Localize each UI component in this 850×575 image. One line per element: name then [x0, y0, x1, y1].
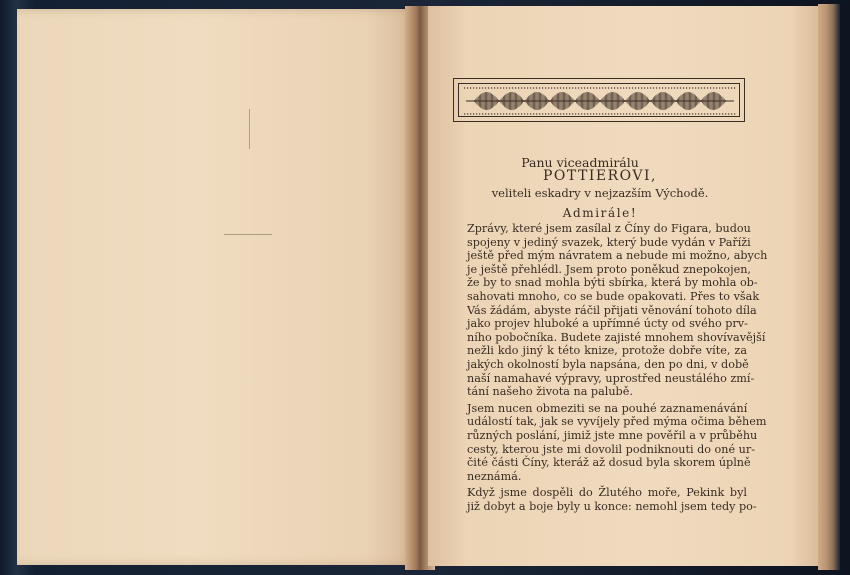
- headpiece-dot: [656, 87, 657, 88]
- headpiece-dot: [716, 87, 717, 88]
- headpiece-dot: [524, 87, 525, 88]
- headpiece-dot: [521, 87, 522, 88]
- text-line: tání našeho života na palubě.: [467, 385, 633, 399]
- headpiece-dot: [677, 87, 678, 88]
- headpiece-dot: [677, 113, 678, 114]
- headpiece-dot: [497, 87, 498, 88]
- headpiece-dot: [647, 87, 648, 88]
- headpiece-dot: [656, 113, 657, 114]
- headpiece-dot: [509, 113, 510, 114]
- headpiece-dot: [701, 87, 702, 88]
- paper-mark: [224, 234, 272, 235]
- text-line: ještě před mým návratem a nebude mi možno, abych: [467, 249, 768, 263]
- text-line: sahovati mnoho, co se bude opakovati. Přes to však: [467, 289, 760, 303]
- headpiece-dot: [599, 113, 600, 114]
- headpiece-dot: [485, 87, 486, 88]
- headpiece-dot: [734, 113, 735, 114]
- text-line: Zprávy, které jsem zasílal z Číny do Figara, budou: [467, 222, 751, 235]
- text-line: čité části Číny, kteráž až dosud byla skorem úplně: [467, 456, 751, 470]
- headpiece-dot: [572, 87, 573, 88]
- headpiece-dot: [491, 113, 492, 114]
- text-line: že by to snad mohla býti sbírka, která by mohla ob-: [467, 276, 758, 290]
- headpiece-dot: [728, 113, 729, 114]
- headpiece-dot: [482, 87, 483, 88]
- headpiece-dot: [587, 87, 588, 88]
- headpiece-dot: [584, 113, 585, 114]
- headpiece-dot: [620, 113, 621, 114]
- headpiece-dot: [635, 113, 636, 114]
- headpiece-dot: [641, 113, 642, 114]
- headpiece-dot: [518, 87, 519, 88]
- headpiece-dot: [554, 113, 555, 114]
- headpiece-dot: [638, 113, 639, 114]
- headpiece-dot: [644, 113, 645, 114]
- headpiece-dot: [476, 87, 477, 88]
- headpiece-dot: [659, 113, 660, 114]
- headpiece-dot: [542, 113, 543, 114]
- headpiece-dot: [593, 113, 594, 114]
- headpiece-dot: [569, 113, 570, 114]
- headpiece-dot: [728, 87, 729, 88]
- headpiece-dot: [494, 113, 495, 114]
- headpiece-dot: [731, 87, 732, 88]
- headpiece-dot: [605, 87, 606, 88]
- headpiece-dot: [464, 113, 465, 114]
- headpiece-dot: [611, 113, 612, 114]
- headpiece-dot: [512, 113, 513, 114]
- headpiece-dot: [665, 87, 666, 88]
- headpiece-dot: [629, 113, 630, 114]
- headpiece-dot: [710, 87, 711, 88]
- headpiece-dot: [662, 113, 663, 114]
- headpiece-dot: [650, 113, 651, 114]
- headpiece-dot: [581, 87, 582, 88]
- headpiece-dot: [572, 113, 573, 114]
- headpiece-dot: [713, 87, 714, 88]
- headpiece-dot: [614, 113, 615, 114]
- headpiece-dot: [464, 87, 465, 88]
- headpiece-dot: [608, 113, 609, 114]
- headpiece-dot: [557, 113, 558, 114]
- headpiece-dot: [470, 87, 471, 88]
- text-line: nežli kdo jiný k této knize, protože dobře víte, za: [467, 344, 747, 358]
- headpiece-dot: [479, 87, 480, 88]
- headpiece-dot: [467, 113, 468, 114]
- headpiece-dot: [632, 113, 633, 114]
- headpiece-dot: [527, 87, 528, 88]
- headpiece-dot: [704, 87, 705, 88]
- headpiece-dot: [596, 87, 597, 88]
- headpiece-dot: [491, 87, 492, 88]
- headpiece-dot: [644, 87, 645, 88]
- headpiece-dot: [500, 87, 501, 88]
- headpiece-dot: [599, 87, 600, 88]
- headpiece-dot: [722, 87, 723, 88]
- headpiece-dot: [545, 87, 546, 88]
- headpiece-dot: [557, 87, 558, 88]
- headpiece-dot: [689, 113, 690, 114]
- headpiece-dot: [707, 87, 708, 88]
- headpiece-dot: [614, 87, 615, 88]
- headpiece-dot: [692, 113, 693, 114]
- dedication-recipient-name: POTTIEROVI,: [543, 168, 657, 184]
- headpiece-dot: [722, 113, 723, 114]
- headpiece-dot: [569, 87, 570, 88]
- headpiece-dot: [563, 113, 564, 114]
- text-line: spojeny v jediný svazek, který bude vydán v Paříži: [467, 235, 751, 249]
- headpiece-dot: [515, 113, 516, 114]
- headpiece-dot: [500, 113, 501, 114]
- text-line: Vás žádám, abyste ráčil přijati věnování tohoto díla: [467, 303, 757, 317]
- headpiece-dot: [674, 87, 675, 88]
- headpiece-pattern: [454, 79, 746, 123]
- headpiece-dot: [473, 113, 474, 114]
- headpiece-dot: [602, 113, 603, 114]
- headpiece-dot: [560, 113, 561, 114]
- headpiece-dot: [506, 113, 507, 114]
- headpiece-dot: [683, 113, 684, 114]
- headpiece-dot: [494, 87, 495, 88]
- ornamental-headpiece: [453, 78, 745, 122]
- letter-body: [453, 222, 768, 516]
- headpiece-dot: [731, 113, 732, 114]
- headpiece-dot: [512, 87, 513, 88]
- headpiece-dot: [653, 113, 654, 114]
- headpiece-dot: [686, 87, 687, 88]
- salutation: Admirále!: [562, 206, 638, 220]
- text-line: již dobyt a boje byly u konce: nemohl jsem tedy po-: [467, 499, 757, 513]
- headpiece-dot: [497, 113, 498, 114]
- headpiece-dot: [626, 87, 627, 88]
- headpiece-dot: [710, 113, 711, 114]
- dedication-recipient-title: Panu viceadmirálu: [521, 155, 639, 170]
- headpiece-dot: [698, 87, 699, 88]
- headpiece-dot: [482, 113, 483, 114]
- headpiece-dot: [623, 87, 624, 88]
- headpiece-dot: [575, 113, 576, 114]
- headpiece-dot: [695, 113, 696, 114]
- headpiece-dot: [698, 113, 699, 114]
- headpiece-dot: [470, 113, 471, 114]
- headpiece-dot: [515, 87, 516, 88]
- headpiece-dot: [596, 113, 597, 114]
- headpiece-dot: [725, 87, 726, 88]
- headpiece-dot: [545, 113, 546, 114]
- headpiece-dot: [503, 113, 504, 114]
- text-line: různých poslání, jimiž jste mne pověřil a v průběhu: [467, 428, 758, 442]
- headpiece-dot: [578, 87, 579, 88]
- headpiece-dot: [506, 87, 507, 88]
- headpiece-dot: [701, 113, 702, 114]
- text-line: naší namahavé výpravy, uprostřed neustálého zmí-: [467, 371, 755, 385]
- headpiece-dot: [602, 87, 603, 88]
- headpiece-dot: [635, 87, 636, 88]
- headpiece-dot: [716, 113, 717, 114]
- headpiece-dot: [695, 87, 696, 88]
- headpiece-dot: [488, 87, 489, 88]
- headpiece-dot: [566, 113, 567, 114]
- headpiece-dot: [590, 113, 591, 114]
- headpiece-dot: [578, 113, 579, 114]
- headpiece-dot: [617, 87, 618, 88]
- headpiece-dot: [611, 87, 612, 88]
- headpiece-dot: [662, 87, 663, 88]
- headpiece-dot: [509, 87, 510, 88]
- headpiece-dot: [485, 113, 486, 114]
- headpiece-dot: [521, 113, 522, 114]
- text-line: jako projev hluboké a upřímné úcty od svého prv-: [467, 317, 748, 331]
- headpiece-dot: [476, 113, 477, 114]
- text-line: je ještě přehlédl. Jsem proto poněkud znepokojen,: [467, 262, 751, 276]
- page-edges: [818, 4, 840, 570]
- headpiece-dot: [548, 87, 549, 88]
- headpiece-dot: [674, 113, 675, 114]
- headpiece-dot: [530, 87, 531, 88]
- text-line: Jsem nucen obmeziti se na pouhé zaznamenávání: [467, 401, 748, 415]
- headpiece-dot: [560, 87, 561, 88]
- headpiece-dot: [650, 87, 651, 88]
- headpiece-dot: [587, 113, 588, 114]
- headpiece-dot: [659, 87, 660, 88]
- headpiece-dot: [539, 87, 540, 88]
- headpiece-dot: [584, 87, 585, 88]
- paper-mark: [249, 109, 250, 149]
- headpiece-dot: [542, 87, 543, 88]
- letter-paragraph: [453, 486, 757, 513]
- headpiece-dot: [563, 87, 564, 88]
- headpiece-dot: [638, 87, 639, 88]
- headpiece-dot: [593, 87, 594, 88]
- headpiece-dot: [626, 113, 627, 114]
- headpiece-dot: [653, 87, 654, 88]
- headpiece-dot: [467, 87, 468, 88]
- headpiece-dot: [554, 87, 555, 88]
- headpiece-dot: [719, 113, 720, 114]
- headpiece-dot: [689, 87, 690, 88]
- headpiece-dot: [713, 113, 714, 114]
- headpiece-dot: [686, 113, 687, 114]
- headpiece-dot: [581, 113, 582, 114]
- headpiece-dot: [473, 87, 474, 88]
- text-line: neznámá.: [467, 469, 522, 483]
- headpiece-dot: [665, 113, 666, 114]
- headpiece-dot: [533, 87, 534, 88]
- text-line: ního pobočníka. Budete zajisté mnohem shovívavější: [467, 330, 766, 344]
- headpiece-dot: [533, 113, 534, 114]
- headpiece-dot: [668, 113, 669, 114]
- headpiece-dot: [524, 113, 525, 114]
- headpiece-dot: [623, 113, 624, 114]
- text-line: Když jsme dospěli do Žlutého moře, Pekink byl: [467, 486, 747, 500]
- headpiece-dot: [608, 87, 609, 88]
- letter-paragraph: [453, 222, 768, 399]
- headpiece-dot: [668, 87, 669, 88]
- headpiece-dot: [527, 113, 528, 114]
- dedication-recipient-role: veliteli eskadry v nejzazším Východě.: [491, 186, 709, 200]
- headpiece-dot: [680, 113, 681, 114]
- headpiece-dot: [530, 113, 531, 114]
- headpiece-dot: [590, 87, 591, 88]
- headpiece-dot: [629, 87, 630, 88]
- headpiece-dot: [566, 87, 567, 88]
- headpiece-dot: [734, 87, 735, 88]
- headpiece-dot: [641, 87, 642, 88]
- headpiece-dot: [671, 113, 672, 114]
- headpiece-dot: [548, 113, 549, 114]
- headpiece-dot: [707, 113, 708, 114]
- headpiece-dot: [704, 113, 705, 114]
- headpiece-dot: [575, 87, 576, 88]
- headpiece-dot: [632, 87, 633, 88]
- headpiece-dot: [518, 113, 519, 114]
- headpiece-dot: [617, 113, 618, 114]
- headpiece-dot: [605, 113, 606, 114]
- headpiece-dot: [620, 87, 621, 88]
- text-line: cesty, kterou jste mi dovolil podniknouti do oné ur-: [467, 442, 755, 456]
- headpiece-dot: [719, 87, 720, 88]
- letter-paragraph: [453, 401, 767, 484]
- text-line: událostí tak, jak se vyvíjely před mýma očima během: [467, 415, 767, 429]
- headpiece-dot: [479, 113, 480, 114]
- headpiece-dot: [692, 87, 693, 88]
- headpiece-dot: [503, 87, 504, 88]
- headpiece-dot: [680, 87, 681, 88]
- headpiece-dot: [551, 87, 552, 88]
- headpiece-dot: [488, 113, 489, 114]
- text-line: jakých okolností byla napsána, den po dni, v době: [467, 357, 749, 371]
- headpiece-dot: [536, 87, 537, 88]
- left-blank-page: [17, 9, 413, 565]
- headpiece-dot: [647, 113, 648, 114]
- headpiece-dot: [551, 113, 552, 114]
- headpiece-dot: [725, 113, 726, 114]
- headpiece-dot: [536, 113, 537, 114]
- headpiece-dot: [671, 87, 672, 88]
- headpiece-dot: [683, 87, 684, 88]
- headpiece-dot: [539, 113, 540, 114]
